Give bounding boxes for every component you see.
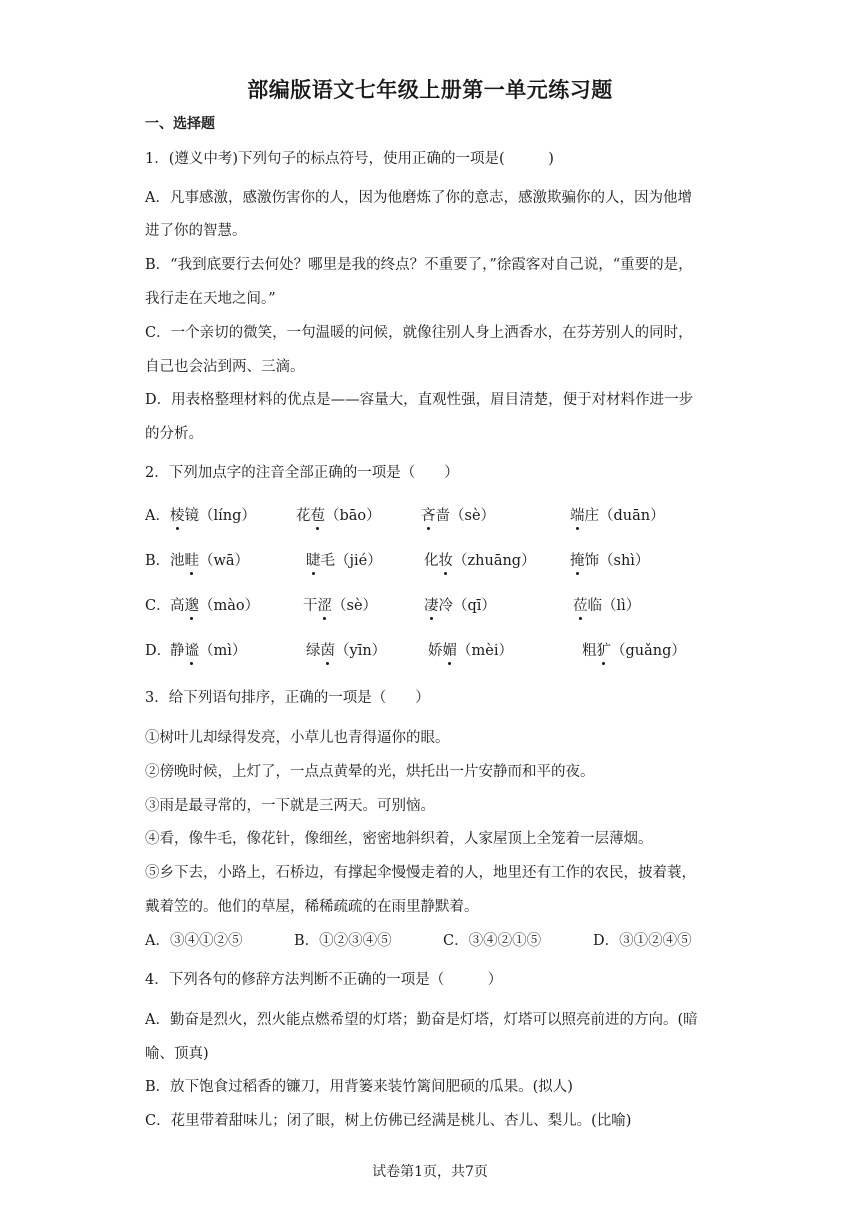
q1-option-d-cont: 的分析。 xyxy=(145,426,203,442)
q4-option-a-cont: 喻、顶真) xyxy=(145,1046,209,1062)
word-suffix-pinyin: （wā） xyxy=(199,553,250,569)
q1-option-a-cont: 进了你的智慧。 xyxy=(145,223,247,239)
word-prefix: 高 xyxy=(170,598,185,614)
question-4-stem: 4．下列各句的修辞方法判断不正确的一项是（ ） xyxy=(145,972,503,988)
q2-option-a-word-2 xyxy=(296,504,381,525)
q3-sentence-3: ③雨是最寻常的，一下就是三两天。可别恼。 xyxy=(145,798,435,814)
q1-option-d: D．用表格整理材料的优点是——容量大，直观性强，眉目清楚，便于对材料作进一步 xyxy=(145,392,694,408)
q1-option-a: A．凡事感激，感激伤害你的人，因为他磨炼了你的意志，感激欺骗你的人，因为他增 xyxy=(145,190,692,206)
q3-sentence-1: ①树叶儿却绿得发亮，小草儿也青得逼你的眼。 xyxy=(145,730,450,746)
q2-option-d-label: D． xyxy=(145,643,172,659)
q3-sentence-5-cont: 戴着笠的。他们的草屋，稀稀疏疏的在雨里静默着。 xyxy=(145,899,479,915)
word-prefix: 绿 xyxy=(306,643,321,659)
word-suffix-pinyin: （sè） xyxy=(332,598,378,614)
q2-option-c-word-3 xyxy=(424,594,496,615)
q4-option-c: C．花里带着甜味儿；闭了眼，树上仿佛已经满是桃儿、杏儿、梨儿。(比喻) xyxy=(145,1113,632,1129)
q2-option-b-word-2 xyxy=(306,549,382,570)
word-prefix: 花 xyxy=(296,508,311,524)
q4-option-b: B．放下饱食过稻香的镰刀，用背篓来装竹篱间肥硕的瓜果。(拟人) xyxy=(145,1079,573,1095)
q3-option-c: C．③④②①⑤ xyxy=(443,933,542,949)
q2-option-c-label: C． xyxy=(145,598,171,614)
word-prefix: 池 xyxy=(170,553,185,569)
dotted-character: 媚 xyxy=(443,639,458,660)
word-suffix-pinyin: （mì） xyxy=(199,643,247,659)
word-suffix-pinyin: 镜（líng） xyxy=(184,508,256,524)
word-suffix-pinyin: 啬（sè） xyxy=(435,508,496,524)
dotted-character: 邈 xyxy=(185,594,200,615)
dotted-character: 茵 xyxy=(321,639,336,660)
word-suffix-pinyin: （mèi） xyxy=(457,643,513,659)
dotted-character: 谧 xyxy=(185,639,200,660)
word-prefix: 干 xyxy=(303,598,318,614)
q2-option-c-word-2 xyxy=(303,594,377,615)
q3-option-b: B．①②③④⑤ xyxy=(294,933,392,949)
word-suffix-pinyin: （mào） xyxy=(199,598,260,614)
q2-option-d-word-4 xyxy=(582,639,686,660)
section-heading: 一、选择题 xyxy=(145,116,215,132)
q3-sentence-2: ②傍晚时候，上灯了，一点点黄晕的光，烘托出一片安静而和平的夜。 xyxy=(145,764,595,780)
dotted-character: 吝 xyxy=(421,504,436,525)
dotted-character: 莅 xyxy=(573,594,588,615)
dotted-character: 涩 xyxy=(318,594,333,615)
word-suffix-pinyin: 饰（shì） xyxy=(584,553,650,569)
q2-option-d-word-2 xyxy=(306,639,386,660)
word-suffix-pinyin: （yīn） xyxy=(335,643,387,659)
q2-option-a-word-3 xyxy=(421,504,495,525)
q1-option-c: C．一个亲切的微笑，一句温暖的问候，就像往别人身上洒香水，在芬芳别人的同时， xyxy=(145,325,693,341)
question-1-stem: 1．(遵义中考)下列句子的标点符号，使用正确的一项是( ) xyxy=(145,151,554,167)
dotted-character: 苞 xyxy=(311,504,326,525)
dotted-character: 棱 xyxy=(170,504,185,525)
word-suffix-pinyin: （zhuāng） xyxy=(453,553,536,569)
word-prefix: 粗 xyxy=(582,643,597,659)
word-suffix-pinyin: 毛（jié） xyxy=(320,553,382,569)
q2-option-c-word-4 xyxy=(573,594,640,615)
word-suffix-pinyin: 庄（duān） xyxy=(584,508,665,524)
word-prefix: 静 xyxy=(170,643,185,659)
q1-option-c-cont: 自己也会沾到两、三滴。 xyxy=(145,359,305,375)
page-footer: 试卷第1页，共7页 xyxy=(372,1164,488,1180)
word-suffix-pinyin: （bāo） xyxy=(325,508,381,524)
word-prefix: 化 xyxy=(424,553,439,569)
q2-option-d-word-3 xyxy=(428,639,513,660)
q4-option-a: A．勤奋是烈火，烈火能点燃希望的灯塔；勤奋是灯塔，灯塔可以照亮前进的方向。(暗 xyxy=(145,1012,698,1028)
q1-option-b: B．“我到底要行去何处？哪里是我的终点？不重要了，”徐霞客对自己说，“重要的是， xyxy=(145,257,693,273)
q3-option-a: A．③④①②⑤ xyxy=(145,933,243,949)
word-suffix-pinyin: 临（lì） xyxy=(587,598,641,614)
dotted-character: 端 xyxy=(570,504,585,525)
q2-option-d-word-1 xyxy=(170,639,246,660)
dotted-character: 掩 xyxy=(570,549,585,570)
q2-option-a-label: A． xyxy=(145,508,170,524)
word-suffix-pinyin: （guǎng） xyxy=(611,643,686,659)
q3-option-d: D．③①②④⑤ xyxy=(593,933,692,949)
page-title: 部编版语文七年级上册第一单元练习题 xyxy=(247,78,613,102)
q2-option-b-word-1 xyxy=(170,549,249,570)
question-3-stem: 3．给下列语句排序，正确的一项是（ ） xyxy=(145,690,430,706)
dotted-character: 妆 xyxy=(439,549,454,570)
dotted-character: 凄 xyxy=(424,594,439,615)
q1-option-b-cont: 我行走在天地之间。” xyxy=(145,291,276,307)
question-2-stem: 2．下列加点字的注音全部正确的一项是（ ） xyxy=(145,465,459,481)
word-suffix-pinyin: 冷（qī） xyxy=(438,598,496,614)
q2-option-a-word-4 xyxy=(570,504,665,525)
dotted-character: 畦 xyxy=(185,549,200,570)
dotted-character: 睫 xyxy=(306,549,321,570)
q2-option-b-word-3 xyxy=(424,549,536,570)
q2-option-c-word-1 xyxy=(170,594,259,615)
dotted-character: 犷 xyxy=(597,639,612,660)
q3-sentence-5: ⑤乡下去，小路上，石桥边，有撑起伞慢慢走着的人，地里还有工作的农民，披着蓑， xyxy=(145,865,696,881)
q2-option-b-word-4 xyxy=(570,549,649,570)
q2-option-a-word-1 xyxy=(170,504,256,525)
word-prefix: 娇 xyxy=(428,643,443,659)
q2-option-b-label: B． xyxy=(145,553,171,569)
q3-sentence-4: ④看，像牛毛，像花针，像细丝，密密地斜织着，人家屋顶上全笼着一层薄烟。 xyxy=(145,831,653,847)
